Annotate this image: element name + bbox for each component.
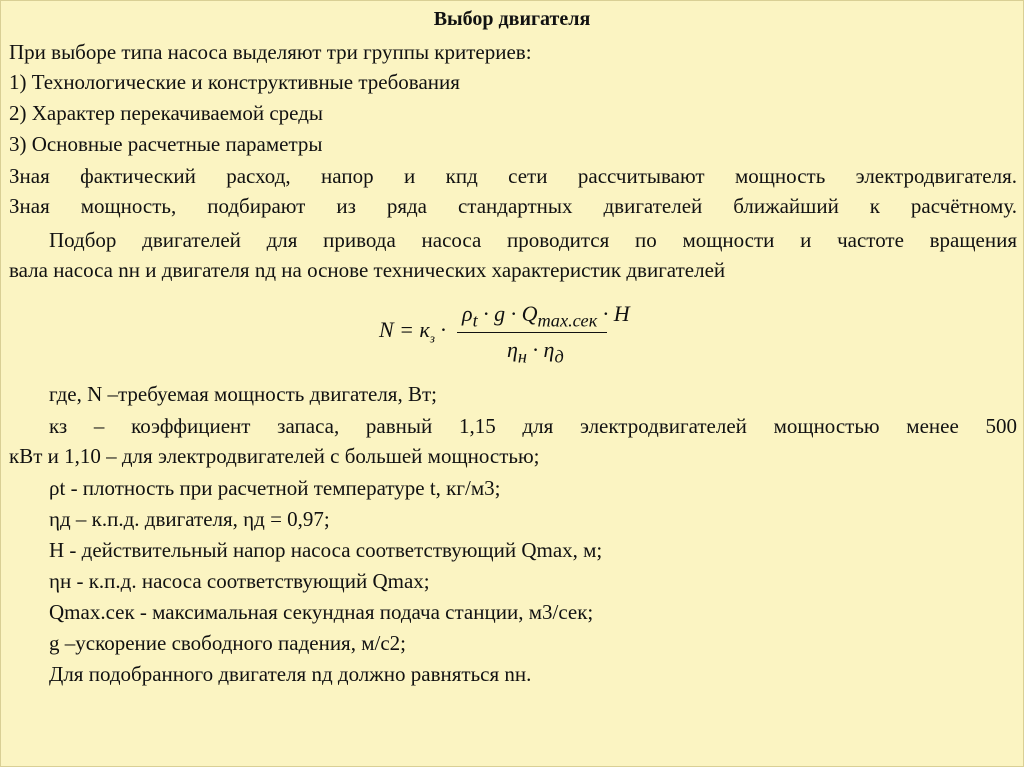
definition-H: H - действительный напор насоса соответствующий Qmax, м; <box>49 538 603 562</box>
paragraph-line: Зная фактический расход, напор и кпд сети рассчитывают мощность электродвигателя. <box>9 164 1017 188</box>
definition-N: где, N –требуемая мощность двигателя, Вт; <box>49 382 437 406</box>
paragraph-line: Подбор двигателей для привода насоса проводится по мощности и частоте вращения <box>49 228 1017 252</box>
criterion-1: 1) Технологические и конструктивные требования <box>9 70 460 94</box>
definition-eta-n: ηн - к.п.д. насоса соответствующий Qmax; <box>49 569 430 593</box>
intro-text: При выборе типа насоса выделяют три группы критериев: <box>9 40 532 64</box>
formula-lhs: $N = к_з$ · <box>379 317 446 346</box>
criterion-2: 2) Характер перекачиваемой среды <box>9 101 323 125</box>
criterion-3: 3) Основные расчетные параметры <box>9 132 323 156</box>
slide-title: Выбор двигателя <box>433 8 591 30</box>
definition-kz-line2: кВт и 1,10 – для электродвигателей с большей мощностью; <box>9 444 540 468</box>
paragraph-line: Зная мощность, подбирают из ряда стандартных двигателей ближайший к расчётному. <box>9 194 1017 218</box>
conclusion: Для подобранного двигателя nд должно равняться nн. <box>49 662 532 686</box>
formula-numerator: $\rho_t \cdot g \cdot Q_{max.сек} \cdot H$ <box>462 301 630 331</box>
power-formula <box>379 301 639 373</box>
definition-line: кз – коэффициент запаса, равный 1,15 для электродвигателей мощностью менее 500 <box>49 414 1017 438</box>
paragraph-selection-line2: вала насоса nн и двигателя nд на основе технических характеристик двигателей <box>9 258 726 282</box>
formula-denominator: $\eta_н \cdot \eta_д$ <box>507 337 564 367</box>
fraction-bar <box>457 332 607 333</box>
definition-rho: ρt - плотность при расчетной температуре t, кг/м3; <box>49 476 501 500</box>
definition-kz-line1 <box>49 411 1017 441</box>
definition-eta-d: ηд – к.п.д. двигателя, ηд = 0,97; <box>49 507 330 531</box>
definition-Qmax: Qmax.сек - максимальная секундная подача станции, м3/сек; <box>49 600 594 624</box>
paragraph-power-calc <box>9 161 1017 221</box>
definition-g: g –ускорение свободного падения, м/с2; <box>49 631 406 655</box>
paragraph-selection-line1 <box>49 225 1017 255</box>
